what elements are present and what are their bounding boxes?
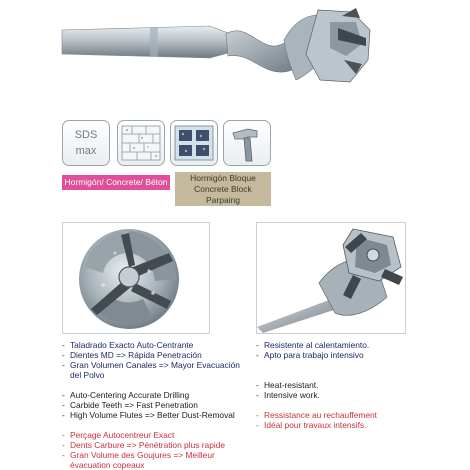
feature-item: - Heat-resistant.: [256, 380, 436, 390]
drill-bit-hero-image: [0, 0, 470, 112]
feature-item: - Taladrado Exacto Auto-Centrante: [62, 340, 247, 350]
features-left-spanish: [62, 340, 247, 380]
block-label-line-3: Parpaing: [205, 194, 241, 205]
feature-item: - Carbide Teeth => Fast Penetration: [62, 400, 247, 410]
feature-item: - Intensive work.: [256, 390, 436, 400]
concrete-block-icon: [170, 120, 218, 166]
feature-item: - Dientes MD => Rápida Penetración: [62, 350, 247, 360]
feature-item: - Dents Carbure => Pénétration plus rapide: [62, 440, 247, 450]
features-left-english: [62, 390, 247, 420]
sds-line-2: max: [75, 145, 97, 157]
features-right-column: [256, 340, 436, 430]
feature-item: - High Volume Flutes => Better Dust-Removal: [62, 410, 247, 420]
drill-head-side-view-image: [256, 222, 406, 334]
concrete-wall-icon: [117, 120, 165, 166]
features-right-english: [256, 380, 436, 400]
sds-line-1: SDS: [74, 129, 98, 141]
concrete-block-label: [175, 172, 271, 206]
feature-item: - Perçage Autocentreur Exact: [62, 430, 247, 440]
features-right-spanish: [256, 340, 436, 360]
feature-item: - Resistente al calentamiento.: [256, 340, 436, 350]
block-label-line-1: Hormigón Bloque: [190, 172, 256, 183]
hammer-icon: [223, 120, 271, 166]
feature-item: - Idéal pour travaux intensifs.: [256, 420, 436, 430]
feature-item: - Apto para trabajo intensivo: [256, 350, 436, 360]
concrete-label: Hormigón/ Concrete/ Béton: [62, 175, 170, 190]
sds-max-icon: [62, 120, 110, 166]
features-right-french: [256, 410, 436, 430]
feature-item: - Ressistance au rechauffement: [256, 410, 436, 420]
features-left-column: [62, 340, 247, 470]
feature-item: - Gran Volumen Canales => Mayor Evacuación del Polvo: [62, 360, 247, 380]
feature-item: - Gran Volume des Goujures => Meilleur évacuation copeaux: [62, 450, 247, 470]
drill-head-front-view-image: [62, 222, 210, 334]
block-label-line-2: Concrete Block: [194, 183, 252, 194]
features-left-french: [62, 430, 247, 470]
feature-item: - Auto-Centering Accurate Drilling: [62, 390, 247, 400]
